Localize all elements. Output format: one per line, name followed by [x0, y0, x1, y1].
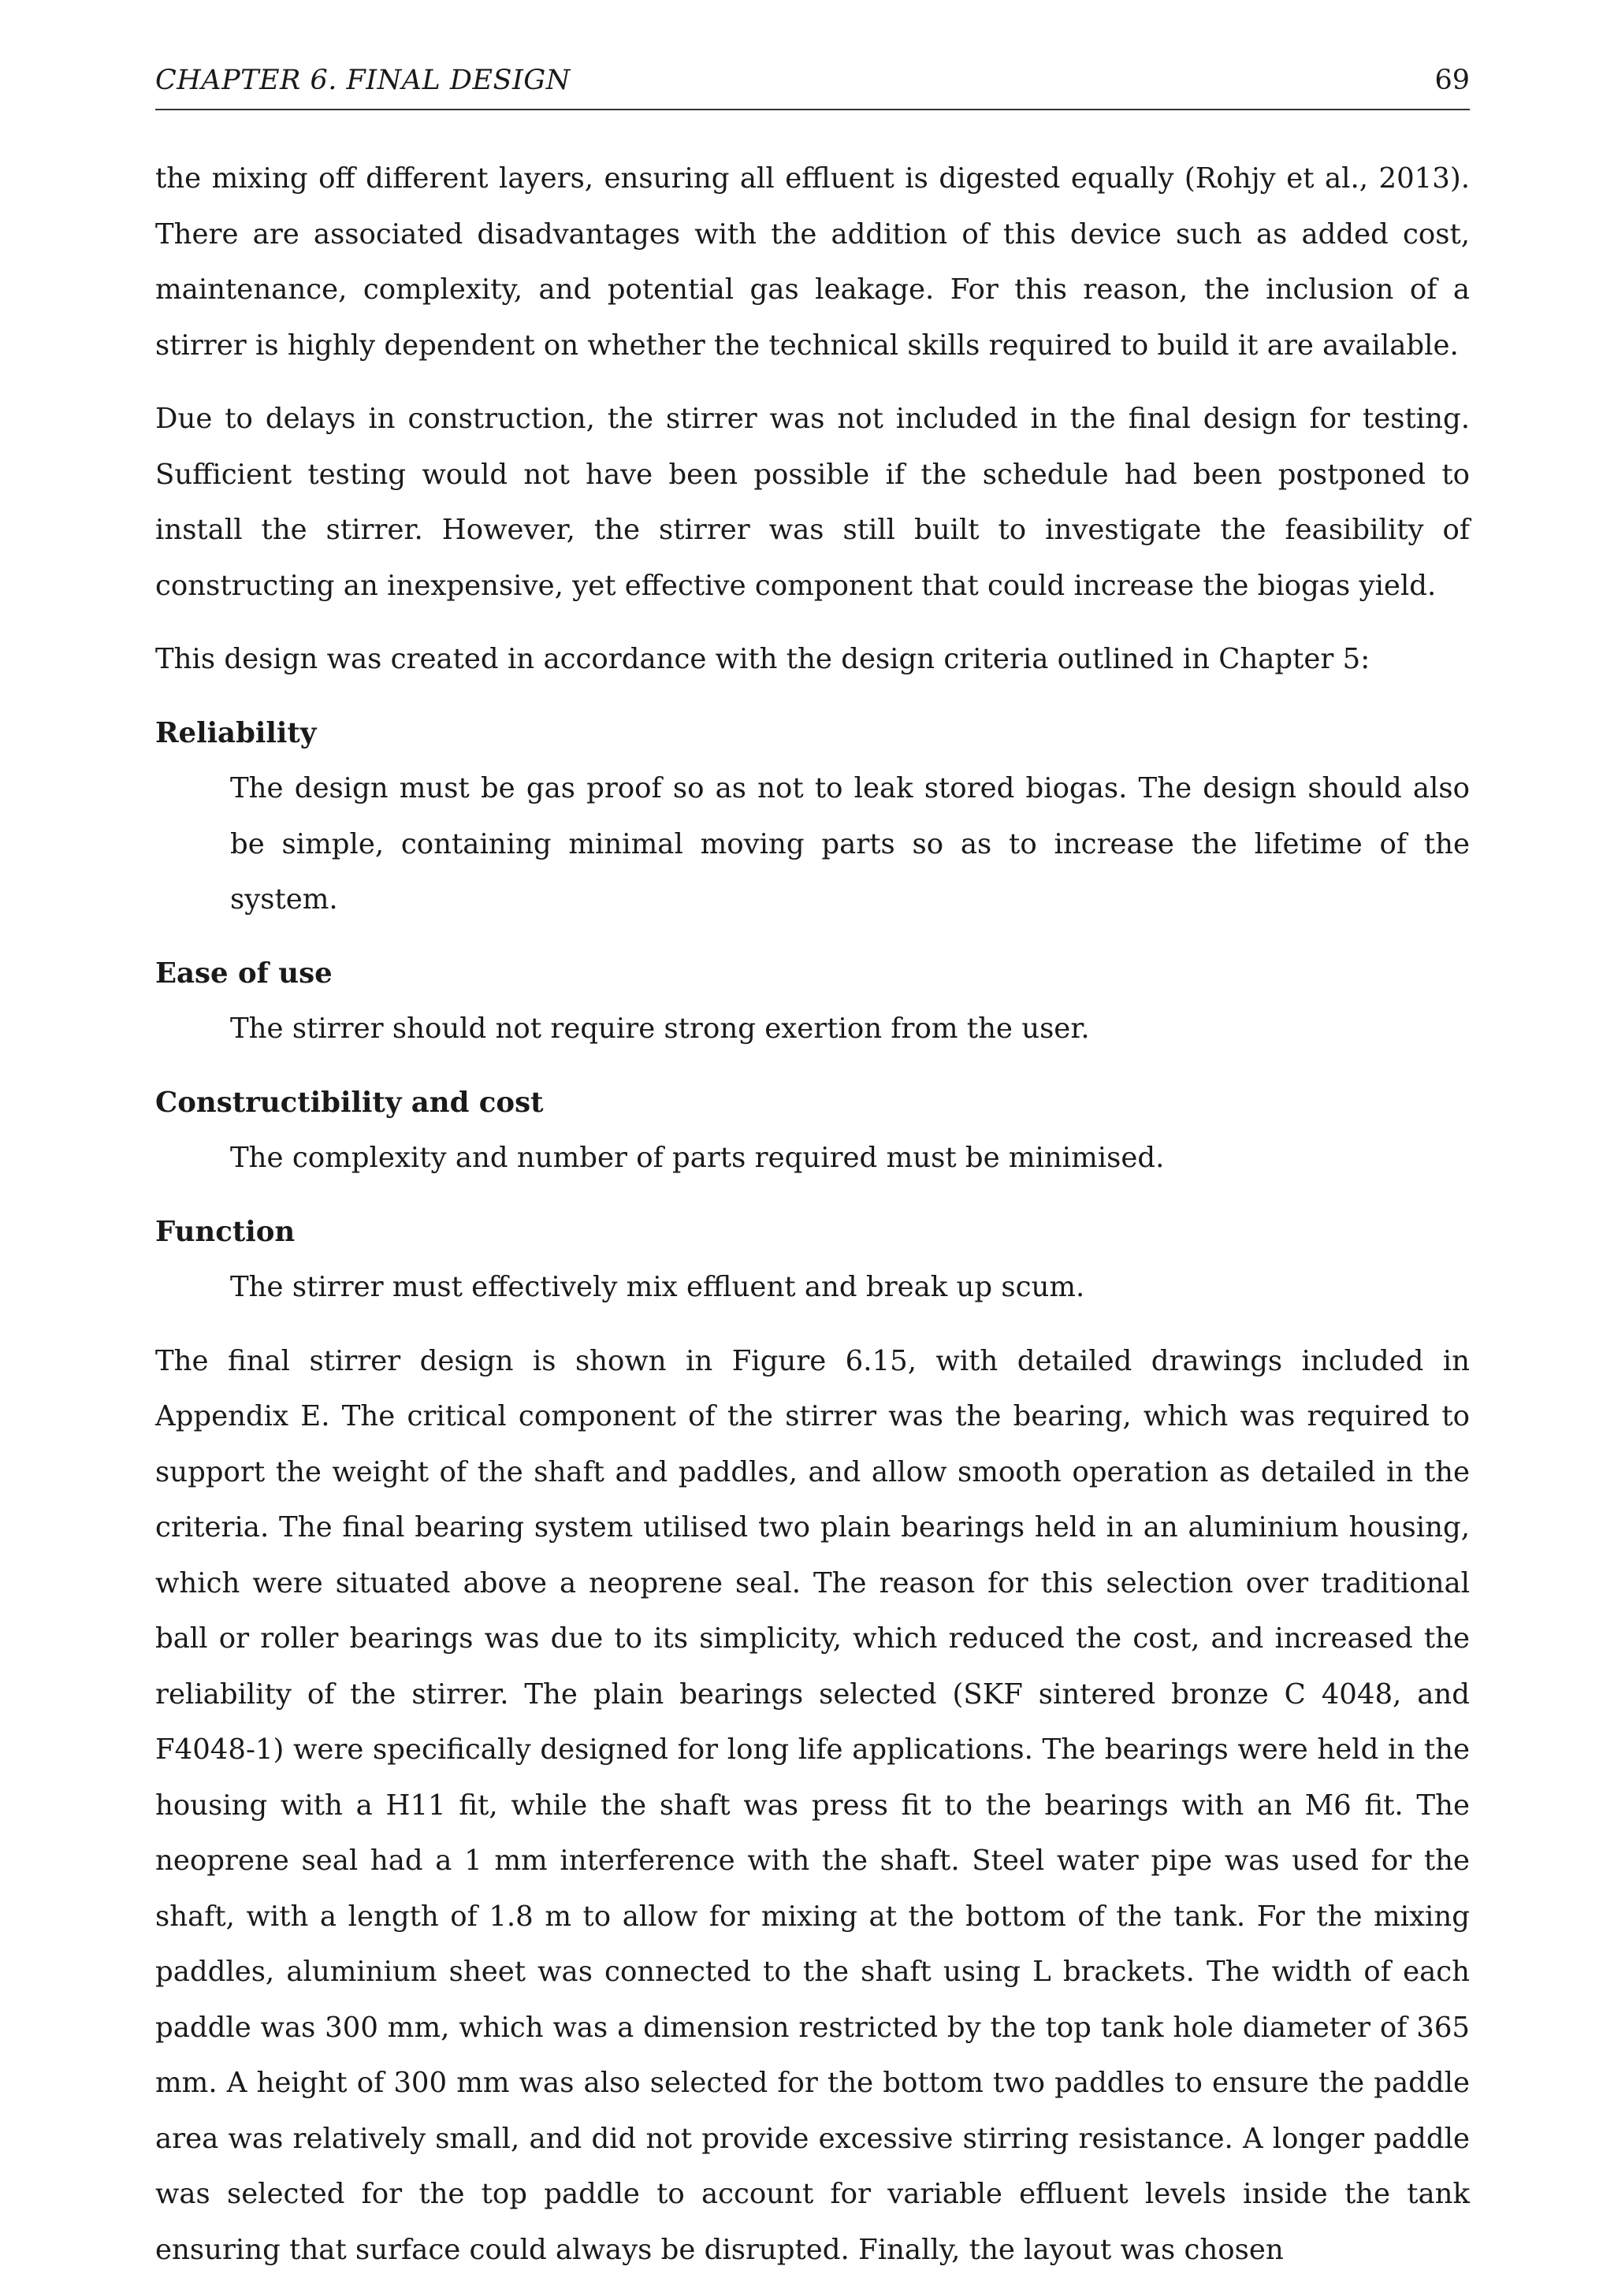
- criterion-text-ease-of-use: The stirrer should not require strong exertion from the user.: [230, 1012, 1090, 1045]
- criterion-text-constructibility: The complexity and number of parts required must be minimised.: [230, 1142, 1165, 1174]
- criterion-term-constructibility: Constructibility and cost: [155, 1086, 544, 1119]
- page-header: [155, 65, 1470, 110]
- criterion-term-ease-of-use: Ease of use: [155, 957, 333, 990]
- page-number: 69: [1434, 65, 1470, 96]
- page-body: [155, 151, 1470, 2296]
- running-title: CHAPTER 6. FINAL DESIGN: [155, 65, 571, 96]
- criterion-term-function: Function: [155, 1215, 296, 1248]
- paragraph-mixing-disadvantages: the mixing off different layers, ensuring all effluent is digested equally (Rohjy et al., 2013). There are associated disadvantages with the addition of this device such as added cost, maintenance, complexity, and potential gas leakage. For this reason, the inclusion of a stirrer is highly dependent on whether the technical skills required to build it are available.: [155, 162, 1470, 362]
- criterion-term-reliability: Reliability: [155, 716, 317, 749]
- criterion-text-reliability: The design must be gas proof so as not to leak stored biogas. The design should also be simple, containing minimal moving parts so as to increase the lifetime of the system.: [230, 772, 1470, 916]
- criterion-text-function: The stirrer must effectively mix effluent and break up scum.: [230, 1271, 1085, 1303]
- paragraph-construction-delays: Due to delays in construction, the stirrer was not included in the final design for testing. Sufficient testing would not have been possible if the schedule had been postponed to install the stirrer. However, the stirrer was still built to investigate the feasibility of constructing an inexpensive, yet effective component that could increase the biogas yield.: [155, 403, 1470, 602]
- criteria-list: [155, 706, 1470, 1316]
- paragraph-design-criteria-intro: This design was created in accordance with the design criteria outlined in Chapter 5:: [155, 643, 1370, 675]
- paragraph-final-stirrer-design: The final stirrer design is shown in Figure 6.15, with detailed drawings included in Appendix E. The critical component of the stirrer was the bearing, which was required to support the weight of the shaft and paddles, and allow smooth operation as detailed in the criteria. The final bearing system utilised two plain bearings held in an aluminium housing, which were situated above a neoprene seal. The reason for this selection over traditional ball or roller bearings was due to its simplicity, which reduced the cost, and increased the reliability of the stirrer. The plain bearings selected (SKF sintered bronze C 4048, and F4048-1) were specifically designed for long life applications. The bearings were held in the housing with a H11 fit, while the shaft was press fit to the bearings with an M6 fit. The neoprene seal had a 1 mm interference with the shaft. Steel water pipe was used for the shaft, with a length of 1.8 m to allow for mixing at the bottom of the tank. For the mixing paddles, aluminium sheet was connected to the shaft using L brackets. The width of each paddle was 300 mm, which was a dimension restricted by the top tank hole diameter of 365 mm. A height of 300 mm was also selected for the bottom two paddles to ensure the paddle area was relatively small, and did not provide excessive stirring resistance. A longer paddle was selected for the top paddle to account for variable effluent levels inside the tank ensuring that surface could always be disrupted. Finally, the layout was chosen: [155, 1344, 1470, 2266]
